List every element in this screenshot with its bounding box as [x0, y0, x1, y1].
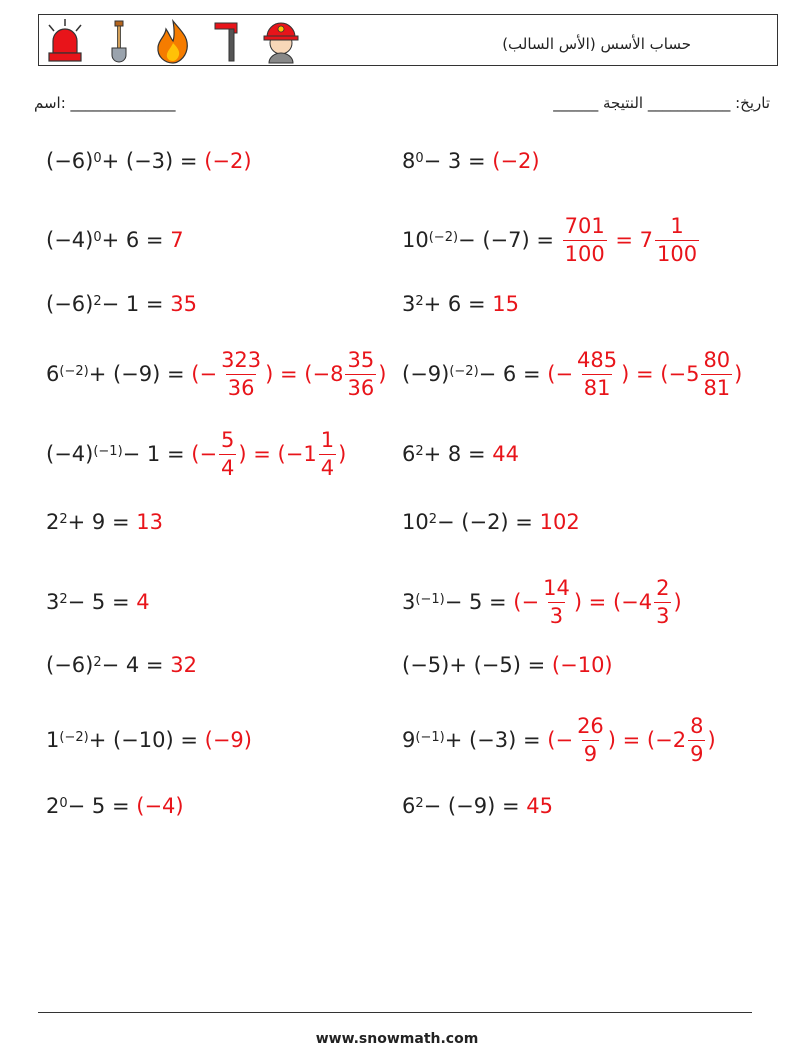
problem-operation: + 9 = — [67, 510, 130, 534]
fraction-denominator: 3 — [656, 603, 670, 628]
problem-exponent: (−2) — [449, 363, 479, 379]
problem-base: 6 — [402, 442, 416, 466]
problem-operation: + 6 = — [101, 228, 164, 252]
improper-fraction — [575, 347, 619, 400]
problem-row — [402, 284, 519, 324]
improper-fraction — [563, 213, 607, 266]
mixed-fraction — [654, 575, 671, 628]
name-field[interactable]: اسم: ______________ — [34, 94, 176, 112]
problem-exponent: 2 — [428, 511, 438, 527]
problem-base: 1 — [46, 728, 60, 752]
problem-base: 9 — [402, 728, 416, 752]
fraction-denominator: 100 — [564, 241, 605, 266]
problem-row — [46, 720, 252, 760]
fraction-numerator: 35 — [347, 347, 375, 372]
answer-fraction — [191, 347, 387, 400]
problem-row — [46, 645, 197, 685]
problem-row — [402, 713, 716, 766]
fraction-denominator: 9 — [690, 741, 704, 766]
improper-fraction — [219, 347, 263, 400]
answer-value: 44 — [492, 442, 519, 466]
problem-base: 10 — [402, 228, 429, 252]
fire-axe-icon — [205, 17, 249, 65]
answer-fraction — [191, 427, 347, 480]
problem-operation: + (−3) = — [444, 728, 541, 752]
problem-operation: − (−9) = — [423, 794, 520, 818]
problem-operation: − 6 = — [478, 362, 541, 386]
problem-exponent: 2 — [415, 293, 424, 309]
improper-fraction — [219, 427, 236, 480]
worksheet-header — [38, 14, 778, 66]
fraction-numerator: 701 — [564, 213, 605, 238]
fraction-numerator: 80 — [703, 347, 731, 372]
problem-exponent: 0 — [93, 150, 102, 166]
fraction-numerator: 1 — [320, 427, 335, 452]
answer-value: 102 — [539, 510, 580, 534]
answer-close: ) — [378, 362, 387, 386]
header-icons — [39, 15, 303, 67]
problem-exponent: (−2) — [59, 363, 89, 379]
problem-row — [402, 434, 519, 474]
date-result-field[interactable]: تاريخ: ___________ النتيجة ______ — [553, 94, 770, 112]
problem-base: (−5) — [402, 653, 450, 677]
problem-exponent: (−1) — [415, 591, 445, 607]
problem-row — [46, 582, 150, 622]
problem-operation: + 6 = — [423, 292, 486, 316]
fraction-denominator: 36 — [227, 375, 255, 400]
answer-value: 15 — [492, 292, 519, 316]
answer-value: 7 — [170, 228, 184, 252]
footer-url[interactable]: www.snowmath.com — [315, 1031, 479, 1047]
problem-base: 2 — [46, 794, 60, 818]
problem-row — [402, 347, 743, 400]
problem-base: 6 — [46, 362, 60, 386]
problem-operation: − (−2) = — [437, 510, 533, 534]
answer-close: ) — [734, 362, 743, 386]
fraction-denominator: 81 — [583, 375, 611, 400]
problem-exponent: 2 — [59, 591, 68, 607]
problem-operation: − 5 = — [67, 590, 130, 614]
mixed-fraction — [688, 713, 705, 766]
problem-row — [402, 786, 553, 826]
answer-value: (−10) — [551, 653, 613, 677]
fraction-numerator: 8 — [690, 713, 704, 738]
answer-sign: (− — [191, 362, 218, 386]
problem-base: 3 — [402, 590, 416, 614]
problem-base: 2 — [46, 510, 60, 534]
problem-row — [402, 575, 682, 628]
problem-exponent: (−2) — [428, 229, 459, 245]
improper-fraction — [575, 713, 606, 766]
problem-operation: − 3 = — [423, 149, 486, 173]
mixed-whole: ) = (−1 — [238, 442, 317, 466]
problem-exponent: (−2) — [59, 729, 89, 745]
mixed-whole: ) = (−8 — [265, 362, 344, 386]
problem-row — [46, 141, 252, 181]
problem-operation: + 8 = — [423, 442, 486, 466]
problem-base: (−9) — [402, 362, 450, 386]
answer-close: ) — [673, 590, 682, 614]
improper-fraction — [541, 575, 572, 628]
answer-value: 13 — [136, 510, 163, 534]
answer-fraction — [547, 713, 716, 766]
problem-row — [402, 502, 580, 542]
mixed-whole: ) = (−2 — [607, 728, 687, 752]
problem-base: 8 — [402, 149, 416, 173]
answer-sign: (− — [191, 442, 218, 466]
fraction-denominator: 3 — [549, 603, 564, 628]
answer-fraction — [561, 213, 702, 266]
answer-value: (−2) — [204, 149, 252, 173]
problem-operation: + (−3) = — [101, 149, 198, 173]
fraction-denominator: 36 — [347, 375, 375, 400]
problem-operation: − 5 = — [444, 590, 507, 614]
fraction-numerator: 2 — [656, 575, 670, 600]
problem-operation: − 1 = — [101, 292, 164, 316]
problem-exponent: 0 — [93, 229, 102, 245]
mixed-whole: = 7 — [608, 228, 654, 252]
problem-row — [46, 502, 163, 542]
problem-row — [402, 645, 613, 685]
problem-row — [46, 347, 387, 400]
problem-row — [402, 141, 540, 181]
problem-operation: + (−9) = — [88, 362, 185, 386]
answer-close: ) — [338, 442, 347, 466]
fraction-numerator: 323 — [221, 347, 262, 372]
problem-operation: + (−10) = — [88, 728, 198, 752]
answer-value: (−2) — [492, 149, 540, 173]
answer-close: ) — [707, 728, 716, 752]
fire-icon — [151, 17, 195, 65]
problem-base: (−6) — [46, 653, 94, 677]
answer-fraction — [513, 575, 682, 628]
mixed-fraction — [701, 347, 732, 400]
siren-icon — [43, 17, 87, 65]
mixed-whole: ) = (−5 — [621, 362, 700, 386]
answer-value: (−9) — [204, 728, 252, 752]
fraction-numerator: 14 — [543, 575, 570, 600]
problem-base: (−6) — [46, 292, 94, 316]
shovel-icon — [97, 17, 141, 65]
problem-operation: − 4 = — [101, 653, 164, 677]
page-title: حساب الأسس (الأس السالب) — [502, 35, 691, 53]
problem-operation: − 5 = — [67, 794, 130, 818]
mixed-fraction — [319, 427, 336, 480]
fraction-denominator: 100 — [657, 241, 698, 266]
answer-fraction — [547, 347, 743, 400]
problem-row — [46, 284, 197, 324]
fraction-numerator: 5 — [221, 427, 235, 452]
problem-base: 3 — [46, 590, 60, 614]
problem-exponent: 2 — [59, 511, 68, 527]
problem-exponent: 0 — [59, 795, 68, 811]
problem-operation: + (−5) = — [449, 653, 546, 677]
answer-sign: (− — [513, 590, 540, 614]
fraction-denominator: 81 — [703, 375, 731, 400]
problem-exponent: 2 — [415, 443, 424, 459]
problem-base: (−4) — [46, 442, 94, 466]
answer-value: 4 — [136, 590, 150, 614]
problem-exponent: 2 — [415, 795, 424, 811]
problem-operation: − 1 = — [122, 442, 185, 466]
problem-base: (−6) — [46, 149, 94, 173]
footer-divider — [38, 1012, 752, 1013]
fraction-denominator: 9 — [583, 741, 598, 766]
mixed-fraction — [345, 347, 376, 400]
problem-exponent: (−1) — [93, 443, 123, 459]
problem-base: 10 — [402, 510, 429, 534]
answer-value: 45 — [526, 794, 553, 818]
answer-sign: (− — [547, 728, 574, 752]
answer-sign: (− — [547, 362, 574, 386]
problem-row — [402, 213, 701, 266]
problem-base: 3 — [402, 292, 416, 316]
firefighter-icon — [259, 17, 303, 65]
problem-exponent: 0 — [415, 150, 424, 166]
problem-row — [46, 220, 184, 260]
problem-row — [46, 786, 184, 826]
fraction-numerator: 1 — [670, 213, 684, 238]
fraction-numerator: 485 — [577, 347, 618, 372]
problem-exponent: (−1) — [415, 729, 445, 745]
answer-value: 32 — [170, 653, 197, 677]
problem-base: (−4) — [46, 228, 94, 252]
answer-value: 35 — [170, 292, 197, 316]
fraction-denominator: 4 — [221, 455, 235, 480]
problem-row — [46, 427, 347, 480]
mixed-whole: ) = (−4 — [573, 590, 653, 614]
mixed-fraction — [655, 213, 699, 266]
fraction-denominator: 4 — [320, 455, 335, 480]
fraction-numerator: 26 — [577, 713, 604, 738]
answer-value: (−4) — [136, 794, 184, 818]
problem-exponent: 2 — [93, 293, 102, 309]
problem-operation: − (−7) = — [458, 228, 554, 252]
problem-exponent: 2 — [93, 654, 102, 670]
problem-base: 6 — [402, 794, 416, 818]
